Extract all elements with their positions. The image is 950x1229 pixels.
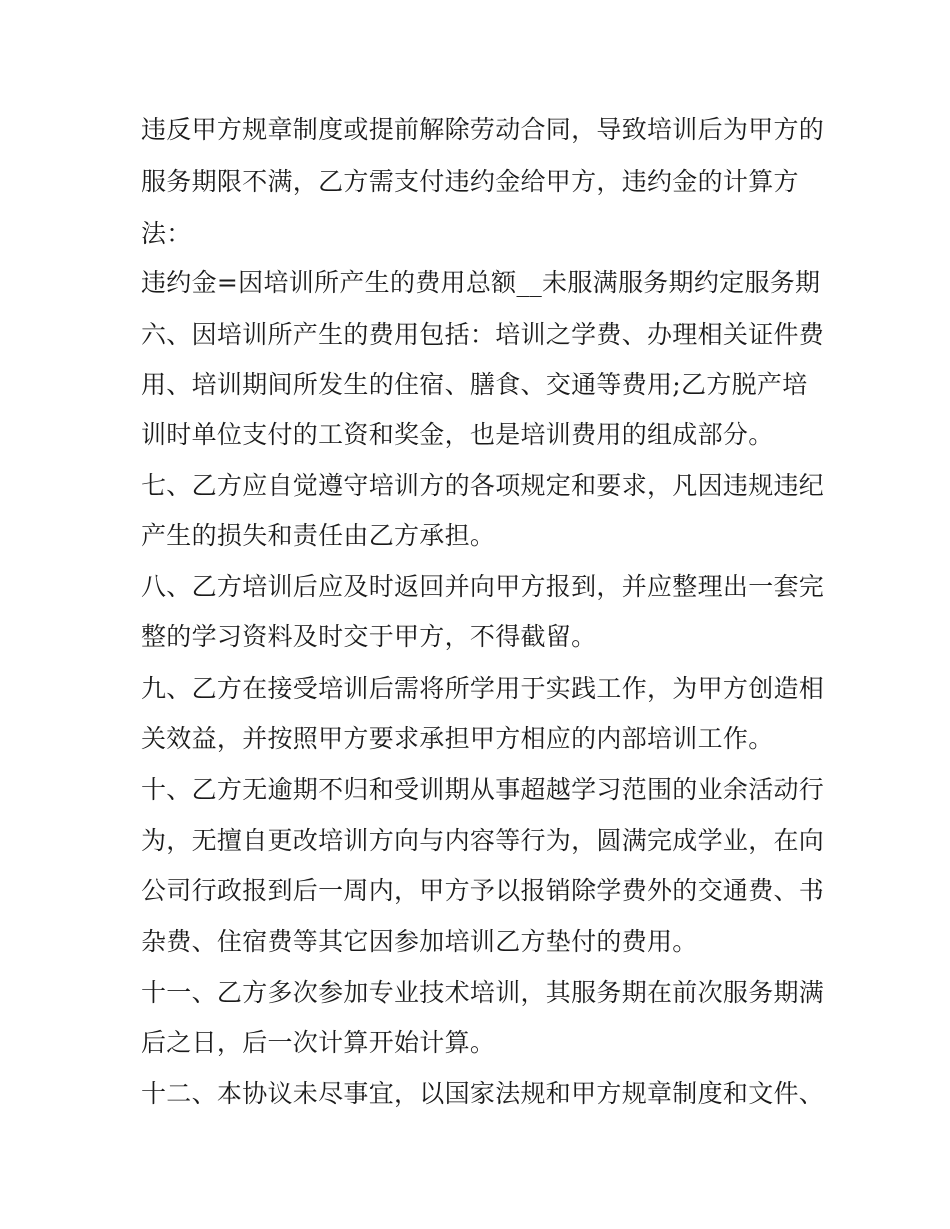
text-line: 杂费、住宿费等其它因参加培训乙方垫付的费用。 [141,927,698,956]
text-line: 后之日，后一次计算开始计算。 [141,1028,496,1057]
text-line: 十二、本协议未尽事宜，以国家法规和甲方规章制度和文件、 [141,1079,825,1108]
text-line: 法： [141,219,192,248]
text-line: 违约金=因培训所产生的费用总额__未服满服务期约定服务期 [141,268,821,297]
text-line: 关效益，并按照甲方要求承担甲方相应的内部培训工作。 [141,724,774,753]
text-line: 十、乙方无逾期不归和受训期从事超越学习范围的业余活动行 [141,775,825,804]
text-line: 用、培训期间所发生的住宿、膳食、交通等费用;乙方脱产培 [141,370,808,399]
text-line: 整的学习资料及时交于甲方，不得截留。 [141,622,597,651]
text-line: 七、乙方应自觉遵守培训方的各项规定和要求，凡因违规违纪 [141,471,825,500]
text-line: 九、乙方在接受培训后需将所学用于实践工作，为甲方创造相 [141,674,825,703]
text-line: 六、因培训所产生的费用包括：培训之学费、办理相关证件费 [141,320,825,349]
text-line: 十一、乙方多次参加专业技术培训，其服务期在前次服务期满 [141,978,825,1007]
text-line: 训时单位支付的工资和奖金，也是培训费用的组成部分。 [141,420,774,449]
text-line: 违反甲方规章制度或提前解除劳动合同，导致培训后为甲方的 [141,115,825,144]
text-line: 八、乙方培训后应及时返回并向甲方报到，并应整理出一套完 [141,572,825,601]
text-line: 为，无擅自更改培训方向与内容等行为，圆满完成学业，在向 [141,826,825,855]
text-line: 服务期限不满，乙方需支付违约金给甲方，违约金的计算方 [141,167,799,196]
text-line: 产生的损失和责任由乙方承担。 [141,521,496,550]
text-line: 公司行政报到后一周内，甲方予以报销除学费外的交通费、书 [141,876,825,905]
